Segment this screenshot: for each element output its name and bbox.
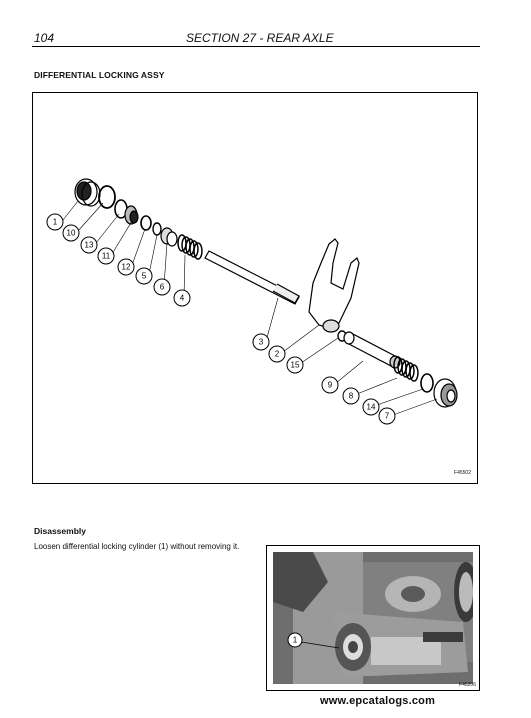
header-divider — [32, 46, 480, 47]
callout-4 — [174, 290, 190, 306]
part-5-ring — [153, 223, 161, 235]
callout-8-label: 8 — [348, 391, 354, 401]
callout-13 — [81, 237, 97, 253]
part-4-spring — [178, 235, 202, 259]
disassembly-photo-frame — [266, 545, 480, 691]
callout-5-label: 5 — [141, 271, 147, 281]
callout-11-label: 11 — [101, 251, 111, 261]
callout-6-label: 6 — [159, 282, 165, 292]
disassembly-instruction: Loosen differential locking cylinder (1) without removing it. — [34, 542, 240, 551]
exploded-view-drawing — [33, 93, 479, 485]
callout-7-label: 7 — [384, 411, 390, 421]
photo-figure-code: F46206 — [459, 682, 476, 688]
callout-1-label: 1 — [52, 217, 58, 227]
disassembly-photo-drawing — [273, 552, 473, 684]
callout-14-label: 14 — [366, 402, 376, 412]
callout-12 — [118, 259, 134, 275]
part-2-shift-fork — [309, 239, 359, 329]
figure-title: DIFFERENTIAL LOCKING ASSY — [34, 70, 165, 80]
callout-7 — [379, 408, 395, 424]
page-number: 104 — [34, 31, 55, 45]
photo-callout-1 — [288, 633, 302, 647]
callout-12-label: 12 — [121, 262, 131, 272]
figure-code: F45502 — [454, 470, 471, 476]
callout-2 — [269, 346, 285, 362]
site-watermark: www.epcatalogs.com — [320, 695, 436, 707]
exploded-view-figure — [32, 92, 478, 484]
disassembly-photo — [273, 552, 473, 684]
callout-3-label: 3 — [258, 337, 264, 347]
callout-4-label: 4 — [179, 293, 185, 303]
callout-9 — [322, 377, 338, 393]
callout-8 — [343, 388, 359, 404]
photo-callout-1-label: 1 — [292, 635, 298, 645]
section-title: SECTION 27 - REAR AXLE — [186, 31, 334, 45]
callout-10-label: 10 — [66, 228, 76, 238]
callout-5 — [136, 268, 152, 284]
callout-3 — [253, 334, 269, 350]
callout-15 — [287, 357, 303, 373]
callout-14 — [363, 399, 379, 415]
callout-9-label: 9 — [327, 380, 333, 390]
callout-2-label: 2 — [274, 349, 280, 359]
callout-13-label: 13 — [84, 240, 94, 250]
callout-15-label: 15 — [290, 360, 300, 370]
disassembly-heading: Disassembly — [34, 526, 86, 536]
callout-11 — [98, 248, 114, 264]
callout-1 — [47, 214, 63, 230]
part-12-ring — [141, 216, 151, 230]
callout-6 — [154, 279, 170, 295]
callout-10 — [63, 225, 79, 241]
